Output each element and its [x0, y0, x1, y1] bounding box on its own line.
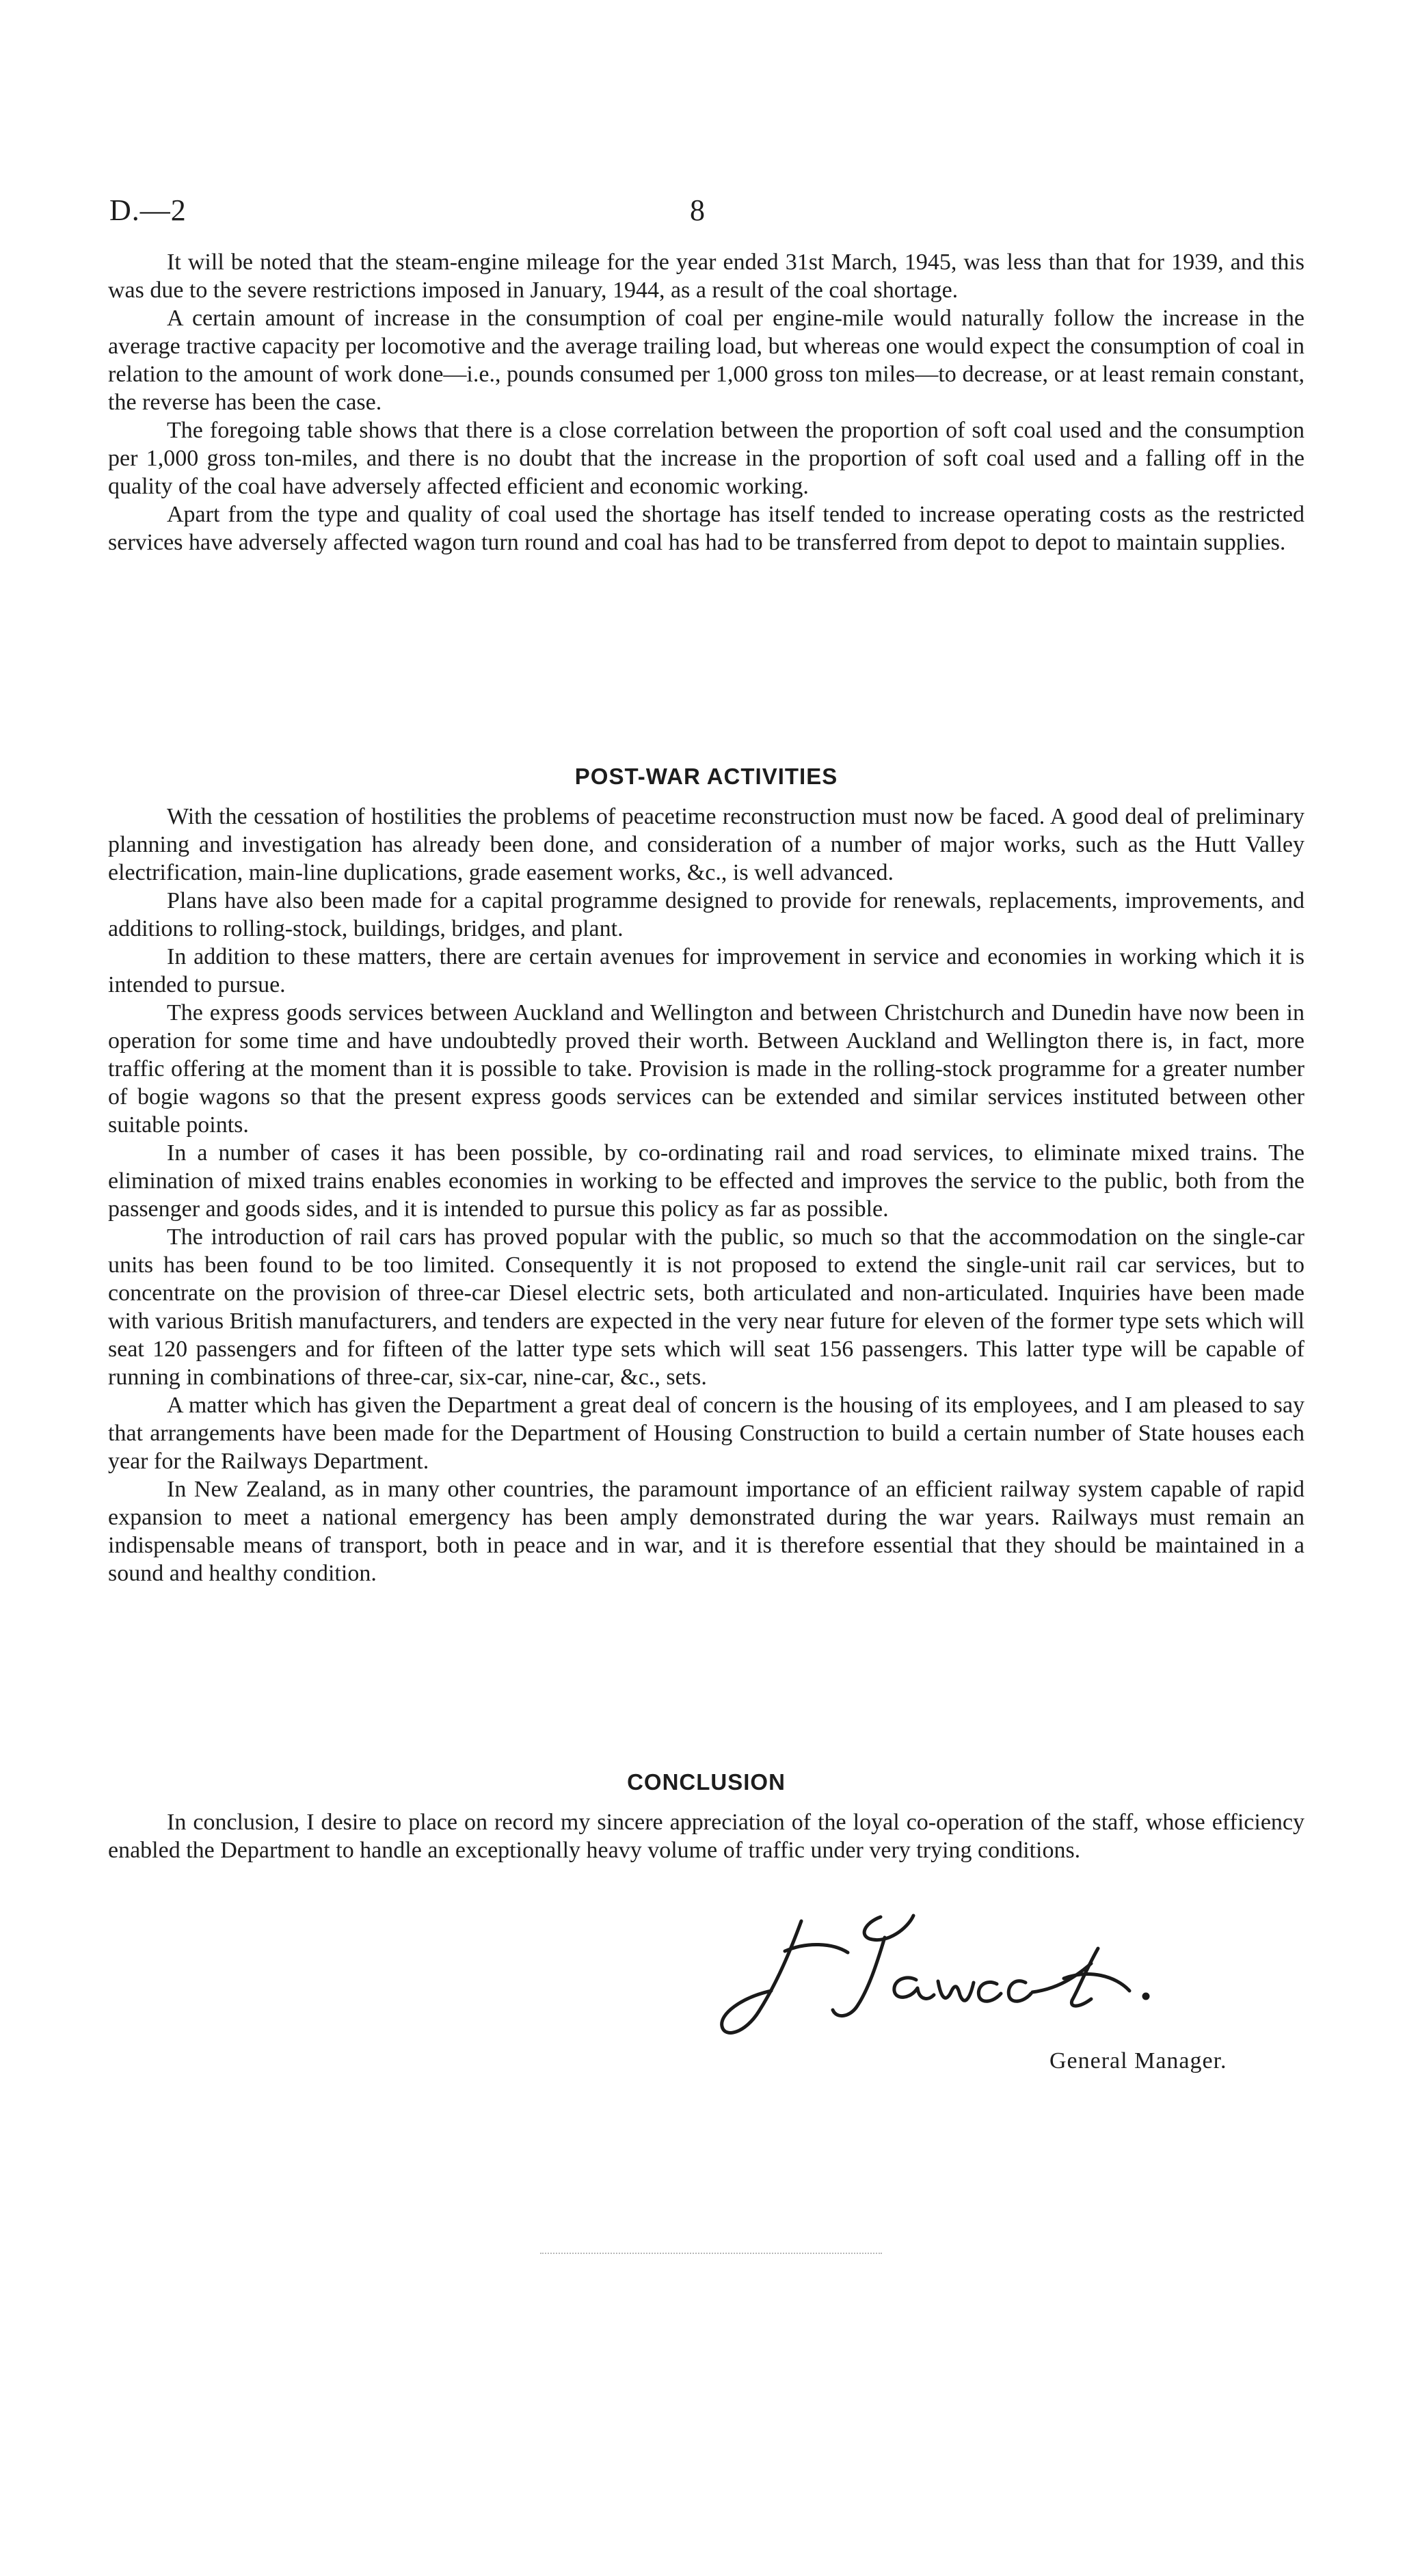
paragraph: In addition to these matters, there are certain avenues for improvement in service and economies in working which it is intended to pursue.: [108, 944, 1304, 997]
handwritten-signature: [711, 1907, 1231, 2044]
paragraph: The express goods services between Auckland and Wellington and between Christchurch and Dunedin have now been in operation for some time and have undoubtedly proved their worth. Between Auckland and Wellington there is, in fact, more traffic offering at the moment than it is possible to take. Provision is made in the rolling-stock programme for a greater number of bogie wagons so that the present express goods services can be extended and similar services instituted between other suitable points.: [108, 1000, 1304, 1138]
paragraph: The introduction of rail cars has proved popular with the public, so much so that the accommodation on the single-car units has been found to be too limited. Consequently it is not proposed to extend the single-unit rail car services, but to concentrate on the provision of three-car Diesel electric sets, both articulated and non-articulated. Inquiries have been made with various British manufacturers, and tenders are expected in the very near future for eleven of the former type sets which will seat 120 passengers and for fifteen of the latter type sets which will seat 156 passengers. This latter type will be capable of running in combinations of three-car, six-car, nine-car, &c., sets.: [108, 1224, 1304, 1390]
paragraph: Apart from the type and quality of coal used the shortage has itself tended to increase operating costs as the restricted services have adversely affected wagon turn round and coal has had to be transferred from depot to depot to maintain supplies.: [108, 502, 1304, 555]
section-conclusion: [108, 1768, 1304, 1864]
paragraph: A certain amount of increase in the consumption of coal per engine-mile would naturally follow the increase in the average tractive capacity per locomotive and the average trailing load, but whereas one would expect the consumption of coal in relation to the amount of work done—i.e., pounds consumed per 1,000 gross ton miles—to decrease, or at least remain constant, the reverse has been the case.: [108, 306, 1304, 415]
paragraph: A matter which has given the Department a great deal of concern is the housing of its employees, and I am pleased to say that arrangements have been made for the Department of Housing Construction to build a certain number of State houses each year for the Railways Department.: [108, 1393, 1304, 1474]
section-coal-consumption: [108, 248, 1304, 556]
paragraph: It will be noted that the steam-engine mileage for the year ended 31st March, 1945, was less than that for 1939, and this was due to the severe restrictions imposed in January, 1944, as a result of the coal shortage.: [108, 250, 1304, 303]
section-heading: POST-WAR ACTIVITIES: [574, 764, 838, 789]
paragraph: The foregoing table shows that there is a close correlation between the proportion of soft coal used and the consumption per 1,000 gross ton-miles, and there is no doubt that the increase in the proportion of soft coal used and a falling off in the quality of the coal have adversely affected efficient and economic working.: [108, 418, 1304, 499]
section-heading: CONCLUSION: [627, 1769, 786, 1795]
signatory-title: General Manager.: [1049, 2048, 1227, 2074]
document-reference: D.—2: [109, 193, 187, 227]
section-post-war-activities: [108, 762, 1304, 1587]
paragraph: In a number of cases it has been possible, by co-ordinating rail and road services, to eliminate mixed trains. The elimination of mixed trains enables economies in working to be effected and improves the service to the public, both from the passenger and goods sides, and it is intended to pursue this policy as far as possible.: [108, 1140, 1304, 1222]
paragraph: Plans have also been made for a capital programme designed to provide for renewals, replacements, improvements, and additions to rolling-stock, buildings, bridges, and plant.: [108, 888, 1304, 941]
paragraph: In New Zealand, as in many other countries, the paramount importance of an efficient railway system capable of rapid expansion to meet a national emergency has been amply demonstrated during the war years. Railways must remain an indispensable means of transport, both in peace and in war, and it is therefore essential that they should be maintained in a sound and healthy condition.: [108, 1477, 1304, 1586]
paragraph: In conclusion, I desire to place on record my sincere appreciation of the loyal co-operation of the staff, whose efficiency enabled the Department to handle an exceptionally heavy volume of traffic under very trying conditions.: [108, 1810, 1304, 1863]
footer-rule: [540, 2253, 882, 2254]
page-number: 8: [690, 193, 705, 227]
paragraph: With the cessation of hostilities the problems of peacetime reconstruction must now be faced. A good deal of preliminary planning and investigation has already been done, and consideration of a number of major works, such as the Hutt Valley electrification, main-line duplications, grade easement works, &c., is well advanced.: [108, 804, 1304, 885]
signature-block: [711, 1907, 1231, 2085]
